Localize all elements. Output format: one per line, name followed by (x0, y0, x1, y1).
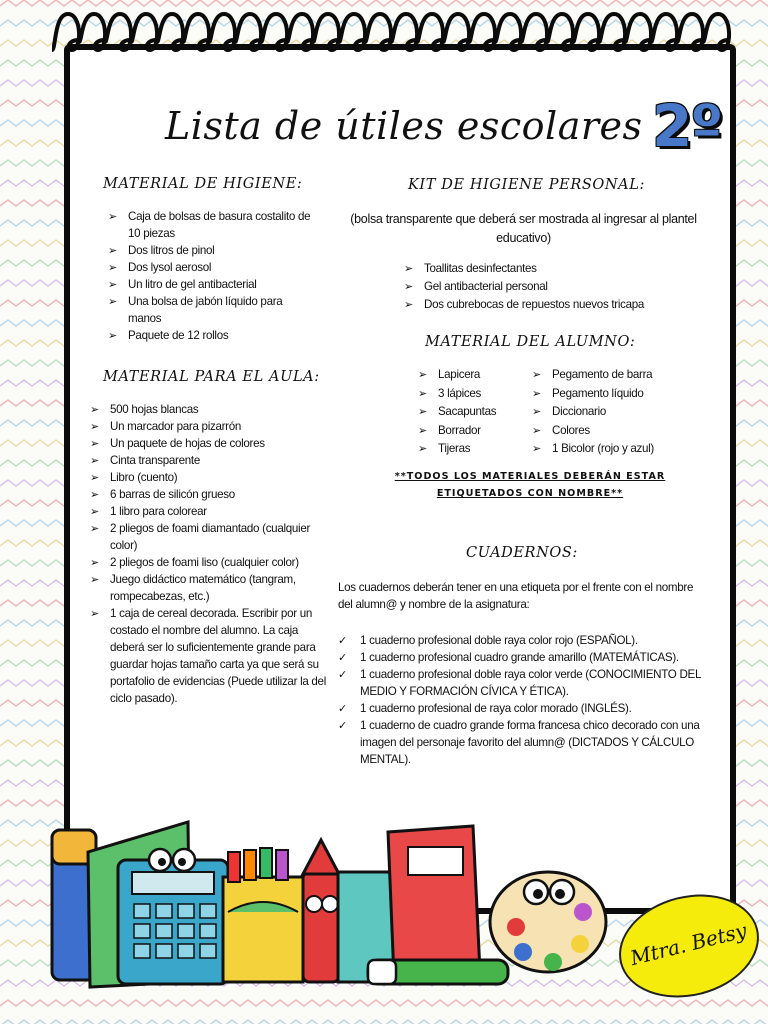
list-item: ➢ 2 pliegos de foami diamantado (cualquier color) (88, 520, 330, 554)
list-item: ➢ Un paquete de hojas de colores (88, 435, 330, 452)
list-item: ➢ 2 pliegos de foami liso (cualquier color) (88, 554, 330, 571)
list-item: ➢ Una bolsa de jabón líquido para manos (106, 293, 311, 327)
page-title: Lista de útiles escolares (165, 104, 643, 148)
list-item: ➢ Dos litros de pinol (106, 242, 311, 259)
kit-heading: KIT DE HIGIENE PERSONAL: (408, 177, 645, 193)
alumno-list-col1 (416, 366, 526, 459)
grade-badge: 2º (652, 92, 722, 160)
list-item: ➢ 1 Bicolor (rojo y azul) (530, 440, 690, 459)
list-item: ✓ 1 cuaderno profesional cuadro grande amarillo (MATEMÁTICAS). (338, 649, 704, 666)
list-item: ➢ Pegamento de barra (530, 366, 690, 385)
labeling-note-line2: ETIQUETADOS CON NOMBRE** (436, 488, 624, 499)
list-item: ➢ Pegamento líquido (530, 385, 690, 404)
list-item: ➢ Dos cubrebocas de repuestos nuevos tricapa (402, 296, 702, 314)
list-item: ➢ Tijeras (416, 440, 526, 459)
aula-list (88, 401, 330, 707)
list-item: ➢ Paquete de 12 rollos (106, 327, 311, 344)
list-item: ➢ Caja de bolsas de basura costalito de 10 piezas (106, 208, 311, 242)
cuadernos-list (338, 632, 704, 768)
cuadernos-heading: CUADERNOS: (466, 545, 578, 561)
list-item: ➢ Borrador (416, 422, 526, 441)
aula-heading: MATERIAL PARA EL AULA: (103, 369, 320, 385)
higiene-list (106, 208, 311, 344)
list-item: ➢ Toallitas desinfectantes (402, 260, 702, 278)
higiene-heading: MATERIAL DE HIGIENE: (103, 176, 303, 192)
alumno-heading: MATERIAL DEL ALUMNO: (425, 334, 636, 350)
labeling-note-line1: **TODOS LOS MATERIALES DEBERÁN ESTAR (394, 471, 666, 482)
list-item: ➢ 1 libro para colorear (88, 503, 330, 520)
list-item: ➢ Diccionario (530, 403, 690, 422)
alumno-list-col2 (530, 366, 690, 459)
spiral-loops-decoration (52, 0, 742, 70)
teacher-signature: Mtra. Betsy (627, 918, 750, 971)
list-item: ➢ Juego didáctico matemático (tangram, rompecabezas, etc.) (88, 571, 330, 605)
list-item: ➢ Cinta transparente (88, 452, 330, 469)
list-item: ➢ 1 caja de cereal decorada. Escribir por un costado el nombre del alumno. La caja deberá ser lo suficientemente grande para guardar hojas tamaño carta ya que será su portafolio de evidencias (Puede utilizar la del ciclo pasado). (88, 605, 330, 707)
list-item: ➢ Gel antibacterial personal (402, 278, 702, 296)
list-item: ✓ 1 cuaderno de cuadro grande forma francesa chico decorado con una imagen del personaje favorito del alumn@ (DICTADOS Y CÁLCULO MENTAL). (338, 717, 704, 768)
list-item: ➢ Un litro de gel antibacterial (106, 276, 311, 293)
list-item: ➢ Un marcador para pizarrón (88, 418, 330, 435)
list-item: ➢ Lapicera (416, 366, 526, 385)
list-item: ➢ 500 hojas blancas (88, 401, 330, 418)
kit-note: (bolsa transparente que deberá ser mostrada al ingresar al plantel educativo) (350, 212, 697, 245)
list-item: ➢ Colores (530, 422, 690, 441)
labeling-note (380, 468, 680, 502)
list-item: ➢ 6 barras de silicón grueso (88, 486, 330, 503)
list-item: ➢ Sacapuntas (416, 403, 526, 422)
list-item: ✓ 1 cuaderno profesional de raya color morado (INGLÉS). (338, 700, 704, 717)
list-item: ✓ 1 cuaderno profesional doble raya color verde (CONOCIMIENTO DEL MEDIO Y FORMACIÓN CÍVICA Y ÉTICA). (338, 666, 704, 700)
kit-list (402, 260, 702, 314)
cuadernos-intro: Los cuadernos deberán tener en una etiqueta por el frente con el nombre del alumn@ y nombre de la asignatura: (338, 581, 694, 611)
list-item: ➢ Libro (cuento) (88, 469, 330, 486)
list-item: ✓ 1 cuaderno profesional doble raya color rojo (ESPAÑOL). (338, 632, 704, 649)
school-supplies-illustration (48, 812, 608, 992)
list-item: ➢ 3 lápices (416, 385, 526, 404)
list-item: ➢ Dos lysol aerosol (106, 259, 311, 276)
